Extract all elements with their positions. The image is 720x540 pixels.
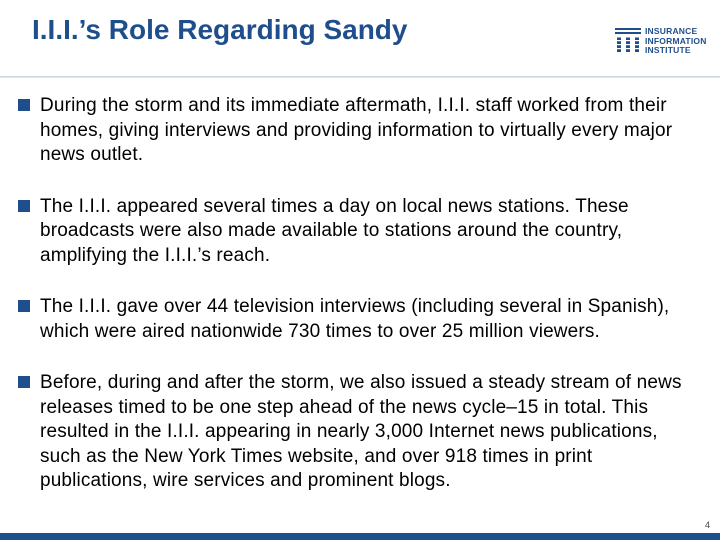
logo-line-3: INSTITUTE bbox=[645, 45, 691, 55]
square-bullet-icon bbox=[18, 99, 30, 111]
footer-bar bbox=[0, 533, 720, 540]
bullet-item bbox=[18, 195, 698, 269]
iii-logo bbox=[614, 26, 714, 60]
square-bullet-icon bbox=[18, 376, 30, 388]
bullet-text: The I.I.I. appeared several times a day on local news stations. These broadcasts were also made available to stations around the country, amplifying the I.I.I.’s reach. bbox=[40, 195, 629, 266]
page-number: 4 bbox=[704, 520, 710, 530]
title-divider bbox=[0, 76, 720, 78]
bullet-text: During the storm and its immediate aftermath, I.I.I. staff worked from their homes, giving interviews and providing information to virtually every major news outlet. bbox=[40, 95, 673, 165]
iii-logo-mark-icon bbox=[614, 26, 642, 54]
logo-line-1: INSURANCE bbox=[645, 26, 698, 36]
iii-logo-text bbox=[645, 27, 707, 56]
bullet-text: Before, during and after the storm, we also issued a steady stream of news releases timed to be one step ahead of the news cycle–15 in total. This resulted in the I.I.I. appearing in nearly 3,000 Internet news publications, such as the New York Times website, and over 918 times in print publications, wire services and prominent blogs. bbox=[40, 372, 682, 491]
bullet-item bbox=[18, 371, 698, 494]
square-bullet-icon bbox=[18, 200, 30, 212]
bullet-text: The I.I.I. gave over 44 television interviews (including several in Spanish), which were aired nationwide 730 times to over 25 million viewers. bbox=[40, 296, 670, 342]
bullet-list bbox=[18, 94, 698, 521]
bullet-item bbox=[18, 295, 698, 344]
logo-line-2: INFORMATION bbox=[645, 35, 707, 46]
square-bullet-icon bbox=[18, 300, 30, 312]
bullet-item bbox=[18, 94, 698, 168]
slide-title: I.I.I.’s Role Regarding Sandy bbox=[32, 14, 408, 45]
